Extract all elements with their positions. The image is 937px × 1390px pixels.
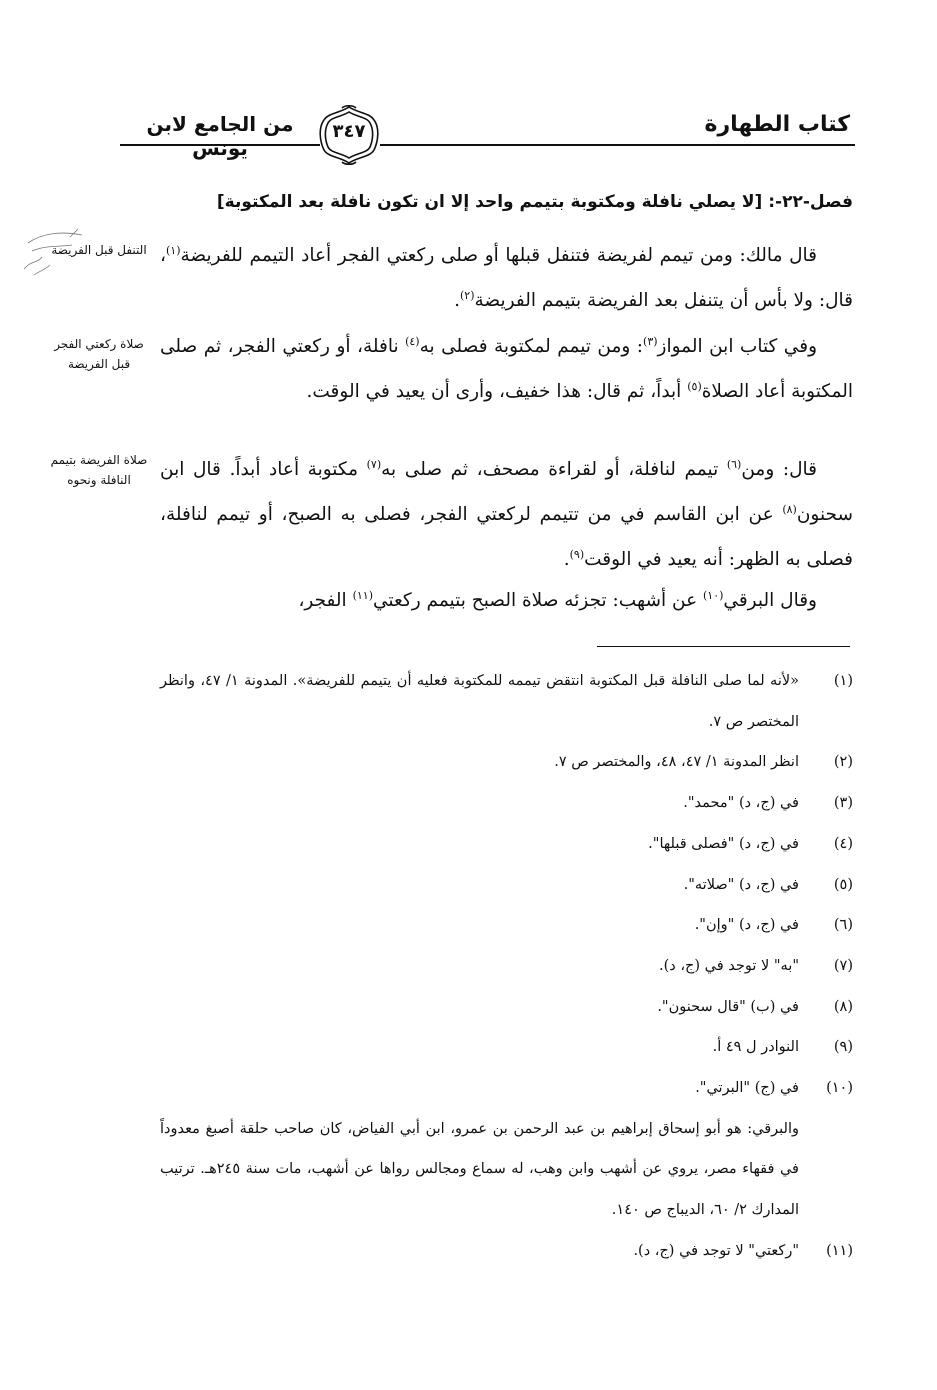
footnote-text: في (ج) "البرتي".: [695, 1080, 799, 1097]
body-paragraph: قال مالك: ومن تيمم لفريضة فتنفل قبلها أو صلى ركعتي الفجر أعاد التيمم للفريضة$^{(١)}$، قال: ولا بأس أن يتنفل بعد الفريضة بتيمم الفريضة$^{(٢)}$.: [160, 243, 853, 311]
footnote: [160, 824, 853, 865]
margin-note-1: التنفل قبل الفريضة: [51, 243, 147, 257]
footnote-number: (٧): [833, 957, 853, 974]
body-paragraph: قال: ومن$^{(٦)}$ تيمم لنافلة، أو لقراءة مصحف، ثم صلى به$^{(٧)}$ مكتوبة أعاد أبداً. قال ابن سحنون$^{(٨)}$ عن ابن القاسم في من تتيمم لركعتي الفجر، فصلى به الصبح، أو تيمم لنافلة، فصلى به الظهر: أنه يعيد في الوقت$^{(٩)}$.: [160, 457, 853, 570]
footnote-number: (٩): [833, 1039, 853, 1056]
footnote-number: (١): [833, 673, 853, 689]
footnote: [160, 987, 853, 1028]
footnote-ref: (٧): [366, 457, 382, 471]
footnote-biography-note: والبرقي: هو أبو إسحاق إبراهيم بن عبد الرحمن بن عمرو، ابن أبي الفياض، كان صاحب حلقة أصبغ معدوداً في فقهاء مصر، يروي عن أشهب وابن وهب، له سماع ومجالس رواها عن أشهب، مات سنة ٢٤٥هـ. ترتيب المدارك ٢/ ٦٠، الديباج ص ١٤٠.: [160, 1120, 799, 1219]
footnote-number: (٢): [833, 754, 853, 771]
body-block-4: [160, 578, 853, 623]
footnote-ref: (١٠): [703, 588, 724, 602]
margin-note-3: صلاة الفريضة بتيمم النافلة ونحوه: [50, 453, 148, 487]
page-number: ٣٤٧: [332, 121, 366, 142]
footnote: [160, 905, 853, 946]
footnote-number: (٦): [833, 917, 853, 934]
footnote-ref: (٤): [405, 334, 420, 348]
footnote: [160, 1068, 853, 1109]
footnote-separator: [597, 646, 850, 647]
header-rule-left: [120, 144, 320, 146]
footnote-text: النوادر ل ٤٩ أ.: [712, 1039, 799, 1056]
footnote-ref: (١١): [352, 588, 373, 602]
margin-note-2: صلاة ركعتي الفجر قبل الفريضة: [54, 337, 144, 371]
footnote-text: «لأنه لما صلى النافلة قبل المكتوبة انتقض تيممه للمكتوبة فعليه أن يتيمم للفريضة». المدونة ١/ ٤٧، وانظر المختصر ص ٧.: [160, 673, 799, 730]
footnote-text: في (ج، د) "محمد".: [683, 795, 799, 812]
book-title: كتاب الطهارة: [704, 112, 850, 137]
footnote-number: (٣): [833, 795, 853, 812]
footnote-text: انظر المدونة ١/ ٤٧، ٤٨، والمختصر ص ٧.: [554, 754, 799, 771]
footnote-ref: (١): [165, 243, 181, 257]
footnote: [160, 865, 853, 906]
footnote: [160, 661, 853, 742]
footnote-ref: (٦): [726, 457, 742, 471]
footnote: [160, 946, 853, 987]
footnote-text: "ركعتي" لا توجد في (ج، د).: [633, 1242, 799, 1259]
body-paragraph: وقال البرقي$^{(١٠)}$ عن أشهب: تجزئه صلاة الصبح بتيمم ركعتي$^{(١١)}$ الفجر،: [298, 588, 817, 611]
body-paragraph: وفي كتاب ابن المواز$^{(٣)}$: ومن تيمم لمكتوبة فصلى به$^{(٤)}$ نافلة، أو ركعتي الفجر، ثم صلى المكتوبة أعاد الصلاة$^{(٥)}$ أبداً، ثم قال: هذا خفيف، وأرى أن يعيد في الوقت.: [160, 334, 853, 402]
footnote-text: في (ج، د) "صلاته".: [683, 876, 799, 893]
footnotes: [160, 661, 853, 1272]
footnote-number: (٨): [833, 998, 853, 1015]
header-rule-right: [380, 144, 855, 146]
footnote-text: "به" لا توجد في (ج، د).: [658, 957, 799, 974]
footnote-number: (٥): [833, 876, 853, 893]
footnote: [160, 742, 853, 783]
body-block-1: [160, 233, 853, 323]
footnote-text: في (ب) "قال سحنون".: [657, 998, 799, 1015]
footnote-number: (١٠): [826, 1080, 853, 1097]
footnote-number: (٤): [833, 835, 853, 852]
footnote-text: في (ج، د) "وإن".: [694, 917, 799, 934]
body-block-3: [160, 447, 853, 582]
footnote-ref: (٩): [569, 547, 585, 561]
footnote: [160, 1027, 853, 1068]
section-heading: فصل-٢٢-: [لا يصلي نافلة ومكتوبة بتيمم واحد إلا ان تكون نافلة بعد المكتوبة]: [216, 192, 853, 212]
footnote-ref: (٥): [687, 379, 702, 393]
footnote: [160, 1231, 853, 1272]
footnote-number: (١١): [826, 1242, 853, 1259]
running-title: من الجامع لابن يونس: [146, 112, 294, 160]
body-block-2: [160, 324, 853, 414]
footnote-text: في (ج، د) "فصلى قبلها".: [648, 835, 799, 852]
footnote-ref: (٣): [643, 334, 658, 348]
footnote-ref: (٨): [782, 502, 797, 516]
footnote-ref: (٢): [460, 288, 475, 302]
footnote: [160, 783, 853, 824]
